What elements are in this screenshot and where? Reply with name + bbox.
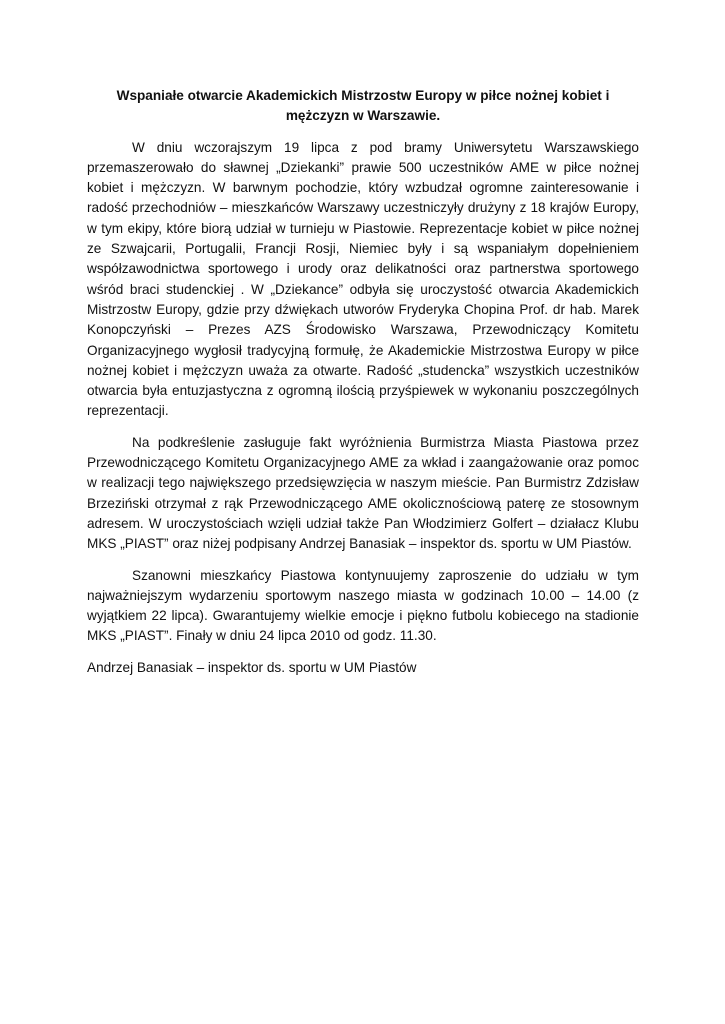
paragraph-invitation: Szanowni mieszkańcy Piastowa kontynuujemy zaproszenie do udziału w tym najważniejszym wydarzeniu sportowym naszego miasta w godzinach 10.00 – 14.00 (z wyjątkiem 22 lipca). Gwarantujemy wielkie emocje i piękno futbolu kobiecego na stadionie MKS „PIAST”. Finały w dniu 24 lipca 2010 od godz. 11.30. [87, 567, 639, 644]
document-page [87, 86, 639, 678]
paragraph-opening-ceremony: W dniu wczorajszym 19 lipca z pod bramy Uniwersytetu Warszawskiego przemaszerowało do sławnej „Dziekanki” prawie 500 uczestników AME w piłce nożnej kobiet i mężczyzn. W barwnym pochodzie, który wzbudzał ogromne zainteresowanie i radość przechodniów – mieszkańców Warszawy uczestniczyły drużyny z 18 krajów Europy, w tym ekipy, które biorą udział w turnieju w Piastowie. Reprezentacje kobiet w piłce nożnej ze Szwajcarii, Portugalii, Francji Rosji, Niemiec były i są wspaniałym dopełnieniem współzawodnictwa sportowego i urody oraz delikatności oraz partnerstwa sportowego wśród braci studenckiej . W „Dziekance” odbyła się uroczystość otwarcia Akademickich Mistrzostw Europy, gdzie przy dźwiękach utworów Fryderyka Chopina Prof. dr hab. Marek Konopczyński – Prezes AZS Środowisko Warszawa, Przewodniczący Komitetu Organizacyjnego wygłosił tradycyjną formułę, że Akademickie Mistrzostwa Europy w piłce nożnej kobiet i mężczyzn uważa za otwarte. Radość „studencka” wszystkich uczestników otwarcia była entuzjastyczna z ogromną ilością przyśpiewek w wykonaniu poszczególnych reprezentacji. [87, 139, 639, 419]
document-title: Wspaniałe otwarcie Akademickich Mistrzostw Europy w piłce nożnej kobiet i mężczyzn w Warszawie. [116, 88, 610, 124]
paragraph-mayor-award: Na podkreślenie zasługuje fakt wyróżnienia Burmistrza Miasta Piastowa przez Przewodniczącego Komitetu Organizacyjnego AME za wkład i zaangażowanie oraz pomoc w realizacji tego największego przedsięwzięcia w naszym mieście. Pan Burmistrz Zdzisław Brzeziński otrzymał z rąk Przewodniczącego AME okolicznościową paterę ze stosownym adresem. W uroczystościach wzięli udział także Pan Włodzimierz Golfert – działacz Klubu MKS „PIAST” oraz niżej podpisany Andrzej Banasiak – inspektor ds. sportu w UM Piastów. [87, 434, 639, 552]
signature: Andrzej Banasiak – inspektor ds. sportu w UM Piastów [87, 659, 417, 675]
